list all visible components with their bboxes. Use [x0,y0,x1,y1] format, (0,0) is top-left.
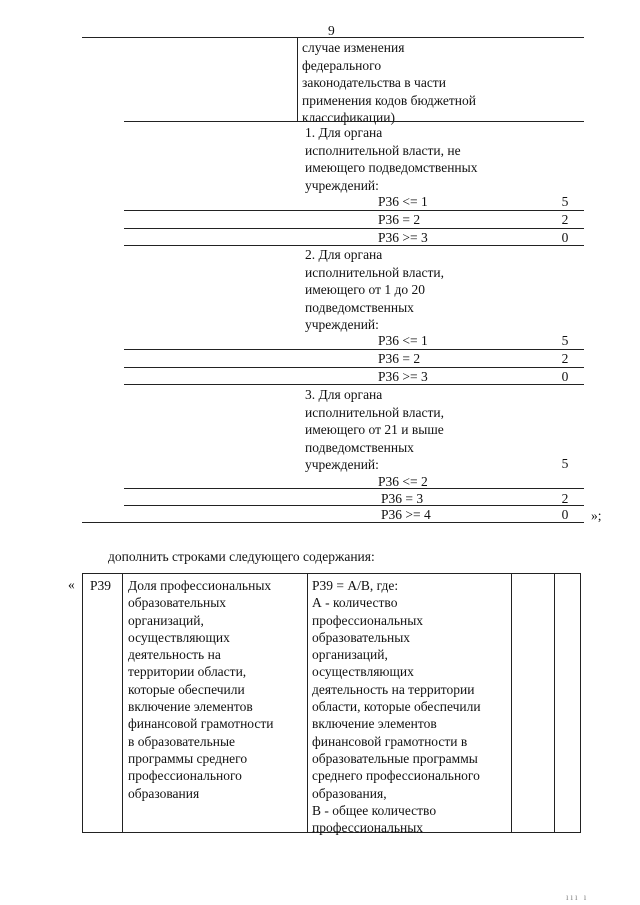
instruction-text: дополнить строками следующего содержания: [108,549,375,564]
closing-quote: »; [591,508,602,523]
group-2-score-2: 2 [561,351,569,366]
group-2-condition-1: Р36 <= 1 [378,333,428,348]
footer-mark: ııı ı [566,892,589,902]
group-1-score-3: 0 [561,230,569,245]
indicator-name: Доля профессиональных образовательных организаций, осуществляющих деятельность на территории области, которые обеспечили включение элементов финансовой грамотности в образовательные программы среднего профессионального образования [128,578,274,801]
group-2-score-3: 0 [561,369,569,384]
row-border [124,121,584,122]
table-column-divider [307,573,308,832]
open-quote: « [68,577,75,592]
row-border [124,210,584,211]
group-2-condition-2: Р36 = 2 [378,351,421,366]
table-bottom-border [82,522,584,523]
group-3-score-3: 0 [561,507,569,522]
table-column-divider [122,573,123,832]
table-right-border [580,573,581,832]
group-2-score-1: 5 [561,333,569,348]
row-border [124,228,584,229]
row-border [124,349,584,350]
table-left-border [82,573,83,832]
group-1-condition-3: Р36 >= 3 [378,230,428,245]
group-1-condition-1: Р36 <= 1 [378,194,428,209]
group-3-score-1: 5 [561,456,569,471]
group-3-score-2: 2 [561,491,569,506]
row-border [124,505,584,506]
table-column-divider [297,37,298,121]
group-1-score-1: 5 [561,194,569,209]
table-top-border [82,37,584,38]
indicator-code: Р39 [90,578,112,593]
row-border [124,488,584,489]
group-3-condition-2: Р36 = 3 [381,491,424,506]
row-border [124,384,584,385]
group-3-condition-1: Р36 <= 2 [378,474,428,489]
indicator-formula: Р39 = А/В, где: А - количество профессиональных образовательных организаций, осуществляющих деятельность на территории области, которые обеспечили включение элементов финансовой грамотности в образовательные программы среднего профессионального образования, В - общее количество профессиональных [312,578,481,836]
continuation-text: случае изменения федерального законодательства в части применения кодов бюджетной классификации) [302,40,476,125]
group-2-condition-3: Р36 >= 3 [378,369,428,384]
group-2-heading: 2. Для органа исполнительной власти, имеющего от 1 до 20 подведомственных учреждений: [305,247,444,332]
group-3-condition-3: Р36 >= 4 [381,507,431,522]
page-number: 9 [328,23,335,38]
table-top-border [82,573,581,574]
group-1-score-2: 2 [561,212,569,227]
group-1-heading: 1. Для органа исполнительной власти, не имеющего подведомственных учреждений: [305,125,478,193]
table-column-divider [511,573,512,832]
table-column-divider [554,573,555,832]
group-1-condition-2: Р36 = 2 [378,212,421,227]
group-3-heading: 3. Для органа исполнительной власти, имеющего от 21 и выше подведомственных учреждений: [305,387,444,472]
row-border [124,367,584,368]
